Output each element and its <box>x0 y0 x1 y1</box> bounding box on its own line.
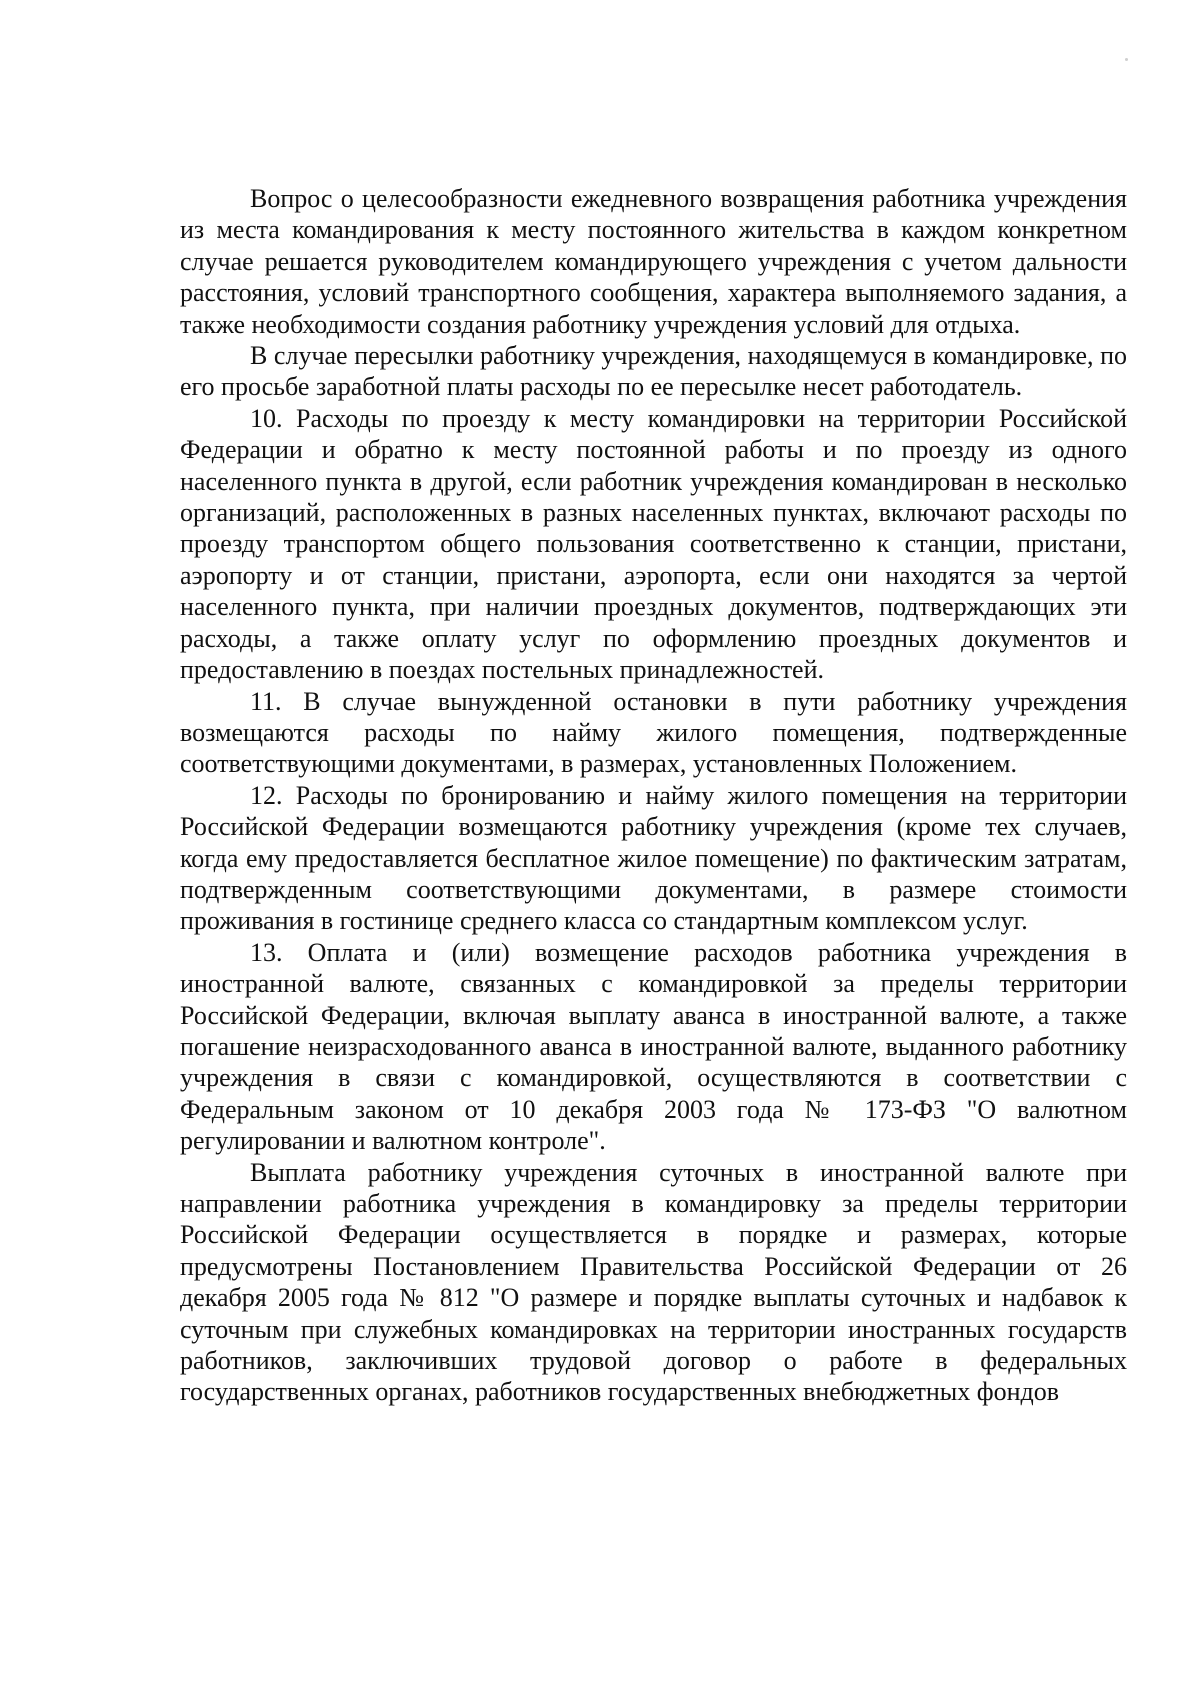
document-body <box>180 183 1127 1408</box>
paragraph-salary-forwarding: В случае пересылки работнику учреждения, находящемуся в командировке, по его просьбе заработной платы расходы по ее пересылке несет работодатель. <box>180 341 1127 402</box>
scan-speck <box>1125 58 1128 61</box>
paragraph-daily-return: Вопрос о целесообразности ежедневного возвращения работника учреждения из места командирования к месту постоянного жительства в каждом конкретном случае решается руководителем командирующего учреждения с учетом дальности расстояния, условий транспортного сообщения, характера выполняемого задания, а также необходимости создания работнику учреждения условий для отдыха. <box>180 184 1127 339</box>
paragraph-12-accommodation: 12. Расходы по бронированию и найму жилого помещения на территории Российской Федерации возмещаются работнику учреждения (кроме тех случаев, когда ему предоставляется бесплатное жилое помещение) по фактическим затратам, подтвержденным соответствующими документами, в размере стоимости проживания в гостинице среднего класса со стандартным комплексом услуг. <box>180 780 1127 936</box>
paragraph-13-foreign-currency: 13. Оплата и (или) возмещение расходов работника учреждения в иностранной валюте, связанных с командировкой за пределы территории Российской Федерации, включая выплату аванса в иностранной валюте, а также погашение неизрасходованного аванса в иностранной валюте, выданного работнику учреждения в связи с командировкой, осуществляются в соответствии с Федеральным законом от 10 декабря 2003 года № 173-ФЗ "О валютном регулировании и валютном контроле". <box>180 937 1127 1156</box>
paragraph-per-diem-foreign: Выплата работнику учреждения суточных в иностранной валюте при направлении работника учреждения в командировку за пределы территории Российской Федерации осуществляется в порядке и размерах, которые предусмотрены Постановлением Правительства Российской Федерации от 26 декабря 2005 года № 812 "О размере и порядке выплаты суточных и надбавок к суточным при служебных командировках на территории иностранных государств работников, заключивших трудовой договор о работе в федеральных государственных органах, работников государственных внебюджетных фондов <box>180 1157 1127 1407</box>
paragraph-10-travel-expenses: 10. Расходы по проезду к месту командировки на территории Российской Федерации и обратно к месту постоянной работы и по проезду из одного населенного пункта в другой, если работник учреждения командирован в несколько организаций, расположенных в разных населенных пунктах, включают расходы по проезду транспортом общего пользования соответственно к станции, пристани, аэропорту и от станции, пристани, аэропорта, если они находятся за чертой населенного пункта, при наличии проездных документов, подтверждающих эти расходы, а также оплату услуг по оформлению проездных документов и предоставлению в поездах постельных принадлежностей. <box>180 403 1127 685</box>
paragraph-11-forced-stop: 11. В случае вынужденной остановки в пути работнику учреждения возмещаются расходы по найму жилого помещения, подтвержденные соответствующими документами, в размерах, установленных Положением. <box>180 686 1127 779</box>
